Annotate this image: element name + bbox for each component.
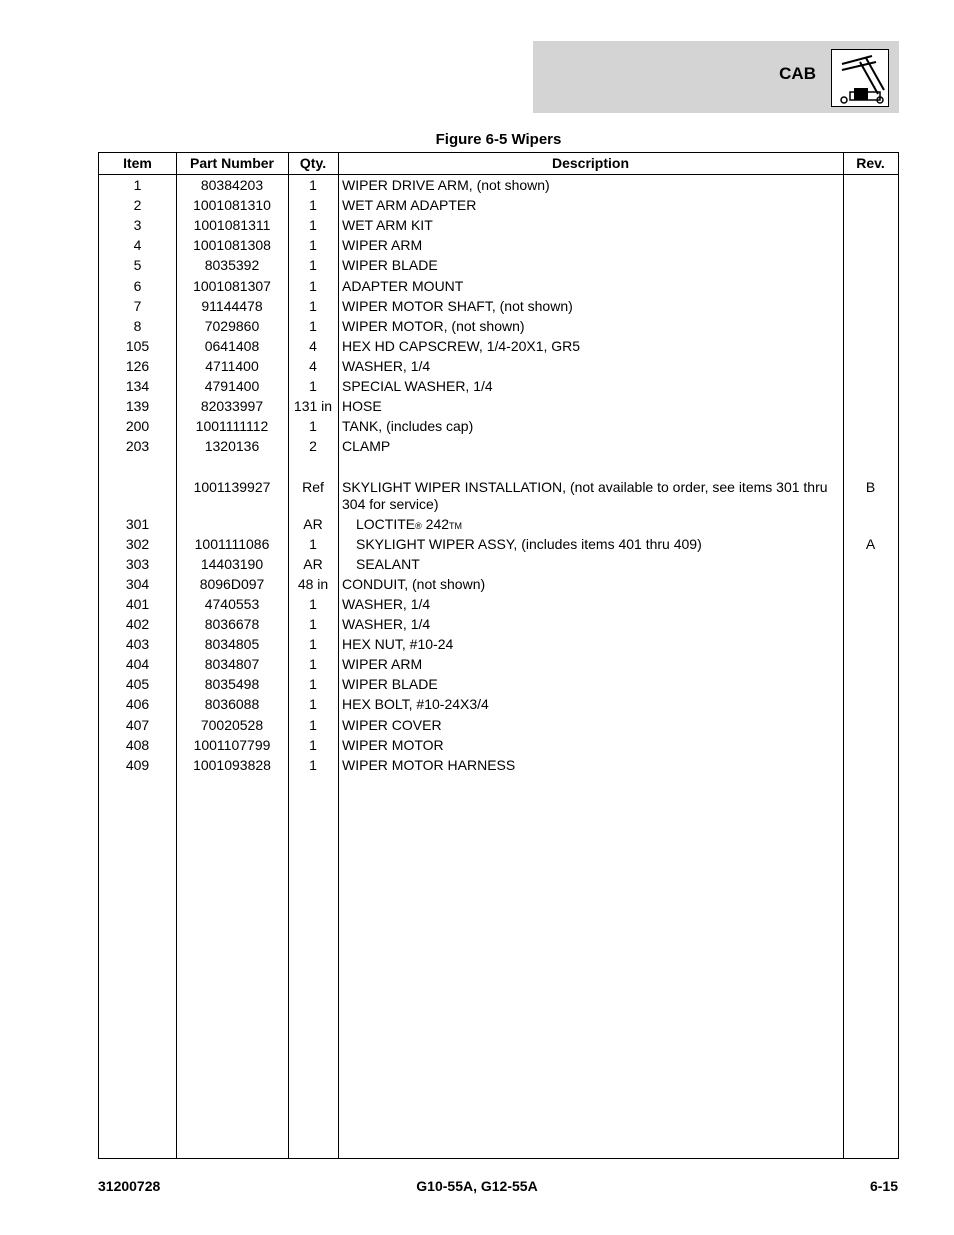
table-row: [99, 298, 898, 318]
description: [342, 398, 834, 415]
part-number: 8034807: [204, 656, 260, 673]
description-text: WIPER MOTOR SHAFT, (not shown): [342, 297, 573, 314]
table-row: [99, 398, 898, 418]
description: [342, 479, 834, 513]
part-number: 4711400: [205, 357, 259, 374]
description-text: SKYLIGHT WIPER ASSY, (includes items 401 thru 409): [356, 535, 702, 552]
column-header-rev: Rev.: [856, 155, 885, 171]
description: [342, 358, 834, 375]
table-row: [99, 556, 898, 576]
description-text: TANK, (includes cap): [342, 418, 474, 435]
quantity: 2: [309, 438, 317, 455]
part-number: 1001081311: [193, 217, 271, 234]
table-row: [99, 676, 898, 696]
part-number: 0641408: [204, 337, 260, 354]
quantity: 1: [309, 756, 317, 773]
item-number: 203: [125, 438, 150, 455]
table-row: [99, 616, 898, 636]
revision: A: [865, 535, 876, 552]
item-number: 2: [133, 197, 142, 214]
description-text: HEX BOLT, #10-24X3/4: [342, 696, 489, 713]
part-number: 7029860: [204, 317, 260, 334]
description-text: WIPER BLADE: [342, 257, 438, 274]
table-row: [99, 536, 898, 556]
quantity: 4: [309, 357, 317, 374]
description-text: WIPER DRIVE ARM, (not shown): [342, 177, 550, 193]
description-text: WIPER BLADE: [342, 676, 438, 693]
description: [342, 696, 834, 713]
table-row: [99, 576, 898, 596]
part-number: 8036088: [204, 696, 260, 713]
part-number: 8036678: [204, 616, 260, 632]
description-text: SPECIAL WASHER, 1/4: [342, 378, 493, 394]
item-number: 139: [125, 398, 150, 415]
table-row: [99, 696, 898, 716]
quantity: 1: [309, 696, 317, 713]
description-text: CLAMP: [342, 438, 391, 455]
item-number: 134: [125, 378, 150, 394]
part-number: 8035392: [204, 257, 260, 274]
item-number: 200: [125, 418, 150, 435]
section-header: [533, 41, 899, 113]
column-header-description: Description: [551, 155, 629, 171]
item-number: 403: [125, 636, 150, 653]
page-number: 6-15: [869, 1178, 898, 1194]
description-text: WIPER COVER: [342, 716, 442, 733]
part-number: 70020528: [200, 716, 264, 733]
description-text: HEX HD CAPSCREW, 1/4-20X1, GR5: [342, 337, 581, 354]
description: [342, 378, 834, 395]
item-number: 404: [125, 656, 150, 673]
item-number: 302: [125, 535, 150, 552]
item-number: 402: [125, 616, 150, 632]
description-text: WIPER ARM: [342, 656, 423, 673]
part-number: 82033997: [200, 398, 264, 415]
description-text: WIPER MOTOR, (not shown): [342, 317, 525, 334]
registered-mark: ®: [415, 520, 422, 531]
quantity: AR: [303, 555, 323, 572]
item-number: 303: [125, 555, 150, 572]
description-text: WASHER, 1/4: [342, 595, 431, 612]
description: [342, 717, 834, 734]
description: [342, 237, 834, 254]
trademark-mark: TM: [449, 520, 463, 531]
quantity: 1: [309, 616, 317, 632]
quantity: 1: [309, 676, 317, 693]
description: [342, 596, 834, 613]
part-number: 8035498: [204, 676, 260, 693]
table-header: [99, 153, 898, 175]
item-number: 6: [133, 277, 142, 294]
item-number: 405: [125, 676, 150, 693]
description: [342, 656, 834, 673]
description-text: SEALANT: [356, 555, 420, 572]
description: [342, 197, 834, 214]
quantity: 1: [309, 418, 317, 435]
quantity: 1: [309, 378, 317, 394]
table-row: [99, 458, 898, 478]
item-number: 401: [125, 595, 150, 612]
table-row: [99, 278, 898, 298]
document-number: 31200728: [98, 1178, 161, 1194]
description: [342, 556, 848, 573]
column-header-item: Item: [123, 155, 152, 171]
part-number: 1001081307: [193, 277, 271, 294]
table-row: [99, 378, 898, 398]
quantity: 1: [309, 595, 317, 612]
description-text: ADAPTER MOUNT: [342, 277, 464, 294]
item-number: 304: [125, 575, 150, 592]
item-number: 409: [125, 756, 150, 773]
section-title: CAB: [779, 64, 816, 83]
quantity: 1: [309, 257, 317, 274]
quantity: AR: [303, 515, 323, 532]
aerial-lift-machine-icon: [831, 49, 889, 107]
revision: B: [865, 478, 876, 495]
item-number: 406: [125, 696, 150, 713]
description-text: WET ARM KIT: [342, 217, 433, 234]
table-row: [99, 237, 898, 257]
table-row: [99, 177, 898, 197]
item-number: 301: [125, 515, 150, 532]
description: [342, 338, 834, 355]
description-text: WET ARM ADAPTER: [342, 197, 477, 214]
description-text: HOSE: [342, 398, 382, 415]
part-number: 14403190: [200, 555, 264, 572]
table-row: [99, 358, 898, 378]
quantity: 1: [309, 636, 317, 653]
description-text: SKYLIGHT WIPER INSTALLATION, (not available to order, see items 301 thru 304 for service): [342, 478, 828, 512]
description-text: WIPER MOTOR HARNESS: [342, 756, 516, 773]
quantity: 1: [309, 736, 317, 753]
item-number: 105: [125, 337, 150, 354]
table-row: [99, 757, 898, 777]
table-row: [99, 418, 898, 438]
description: [342, 318, 834, 335]
part-number: 1001111086: [194, 535, 270, 552]
quantity: 1: [309, 297, 317, 314]
parts-table: [98, 152, 899, 1159]
quantity: 1: [309, 197, 317, 214]
part-number: 4740553: [204, 595, 260, 612]
quantity: 1: [309, 177, 317, 193]
description: [342, 536, 848, 553]
description: [342, 737, 834, 754]
quantity: Ref: [302, 478, 324, 495]
description: [342, 616, 834, 633]
column-header-qty: Qty.: [299, 155, 327, 171]
part-number: 4791400: [204, 378, 260, 394]
description-text: WIPER MOTOR: [342, 736, 444, 753]
model-numbers: G10-55A, G12-55A: [416, 1178, 538, 1194]
table-row: [99, 338, 898, 358]
part-number: 1001139927: [193, 478, 271, 495]
description-text: HEX NUT, #10-24: [342, 636, 454, 653]
description: [342, 438, 834, 455]
table-row: [99, 318, 898, 338]
item-number: 7: [133, 297, 142, 314]
item-number: 407: [125, 716, 150, 733]
part-number: 1001081308: [193, 237, 271, 254]
quantity: 1: [309, 656, 317, 673]
table-row: [99, 257, 898, 277]
description: [342, 516, 848, 535]
quantity: 1: [309, 217, 317, 234]
description-text: CONDUIT, (not shown): [342, 575, 486, 592]
quantity: 4: [309, 337, 317, 354]
part-number: 8034805: [204, 636, 260, 653]
quantity: 1: [309, 716, 317, 733]
part-number: 1320136: [204, 438, 260, 455]
column-header-part-number: Part Number: [189, 155, 275, 171]
part-number: 1001111112: [195, 418, 269, 435]
description: [342, 298, 834, 315]
table-row: [99, 717, 898, 737]
description-suffix: 242: [421, 515, 450, 532]
description-text: LOCTITE: [356, 515, 416, 532]
item-number: 5: [133, 257, 142, 274]
table-row: [99, 197, 898, 217]
table-row: [99, 438, 898, 458]
table-row: [99, 596, 898, 616]
part-number: 1001093828: [193, 756, 271, 773]
description-text: WASHER, 1/4: [342, 357, 431, 374]
item-number: 1: [133, 177, 142, 193]
item-number: 126: [125, 357, 150, 374]
description-text: WASHER, 1/4: [342, 616, 431, 632]
description: [342, 278, 834, 295]
quantity: 48 in: [297, 575, 329, 592]
item-number: 8: [133, 317, 142, 334]
table-row: [99, 516, 898, 536]
table-row: [99, 656, 898, 676]
description: [342, 177, 834, 194]
item-number: 408: [125, 736, 150, 753]
quantity: 1: [309, 535, 317, 552]
part-number: 1001107799: [193, 736, 271, 753]
table-row: [99, 636, 898, 656]
quantity: 1: [309, 277, 317, 294]
description: [342, 636, 834, 653]
part-number: 8096D097: [199, 575, 265, 592]
item-number: 4: [133, 237, 142, 254]
description: [342, 257, 834, 274]
description-text: WIPER ARM: [342, 237, 423, 254]
description: [342, 217, 834, 234]
table-row: [99, 217, 898, 237]
part-number: 80384203: [200, 177, 264, 193]
description: [342, 418, 834, 435]
item-number: 3: [133, 217, 142, 234]
part-number: 1001081310: [193, 197, 271, 214]
quantity: 1: [309, 237, 317, 254]
table-row: [99, 737, 898, 757]
quantity: 1: [309, 317, 317, 334]
description: [342, 676, 834, 693]
description: [342, 757, 834, 774]
table-row: [99, 479, 898, 516]
description: [342, 576, 834, 593]
quantity: 131 in: [293, 398, 333, 415]
part-number: 91144478: [201, 297, 263, 314]
figure-title: Figure 6-5 Wipers: [435, 131, 562, 148]
